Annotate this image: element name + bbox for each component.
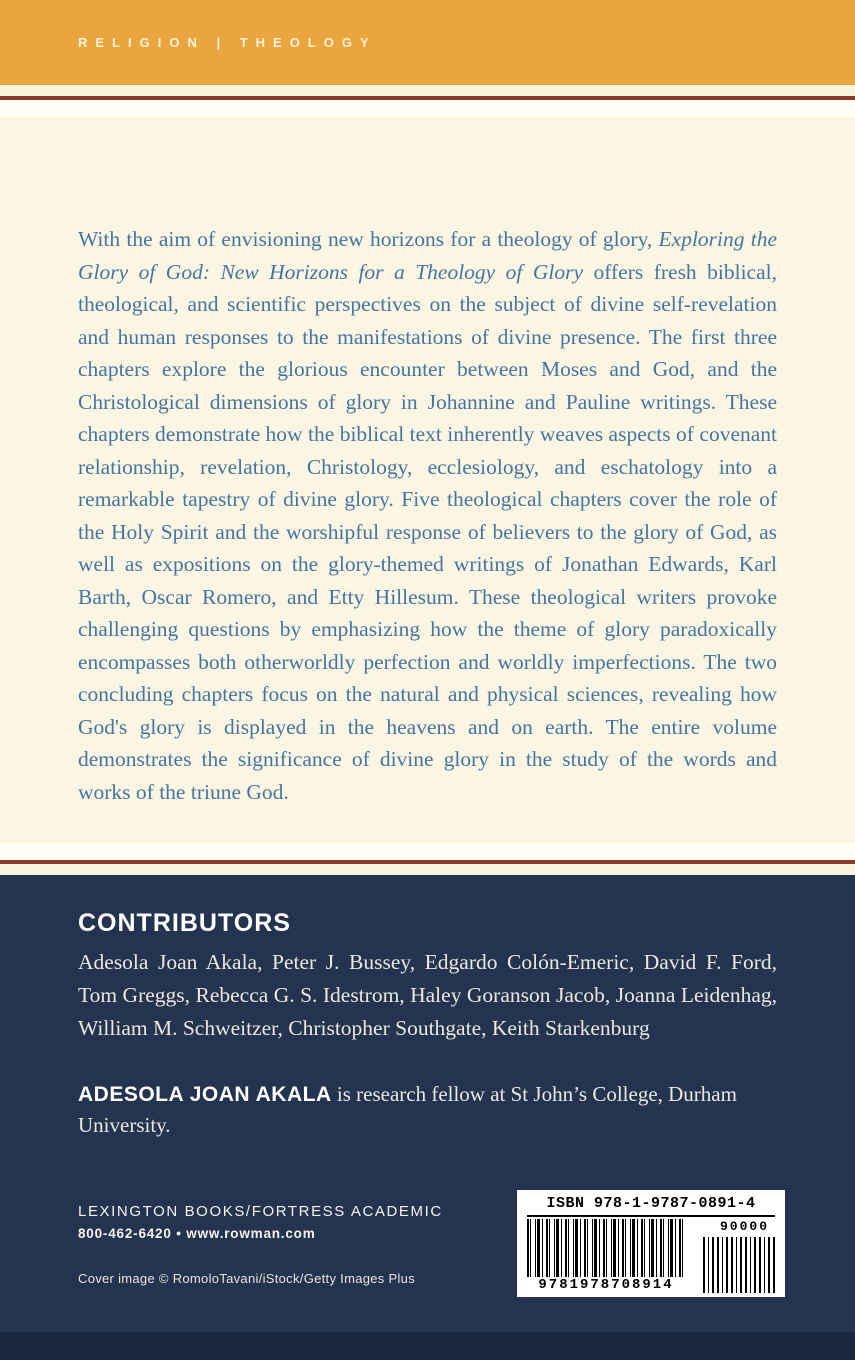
divider-top-cream (0, 85, 855, 96)
barcode-stripes (527, 1219, 685, 1277)
divider-bottom-cream (0, 864, 855, 875)
divider-bottom-white (0, 843, 855, 860)
synopsis-text (78, 223, 777, 808)
barcode-addon (703, 1219, 775, 1293)
isbn-label: ISBN 978-1-9787-0891-4 (546, 1195, 756, 1212)
barcode-bars-row (527, 1219, 775, 1293)
lower-section (0, 875, 855, 1360)
contributors-heading: CONTRIBUTORS (78, 909, 291, 937)
contributors-names: Adesola Joan Akala, Peter J. Bussey, Edgardo Colón-Emeric, David F. Ford, Tom Greggs, Rebecca G. S. Idestrom, Haley Goranson Jacob, Joanna Leidenhag, William M. Schweitzer, Christopher Southgate, Keith Starkenburg (78, 950, 777, 1040)
category-band (0, 0, 855, 85)
publisher-contact: 800-462-6420 • www.rowman.com (78, 1226, 316, 1241)
bottom-edge-strip (0, 1332, 855, 1360)
divider-top-white (0, 100, 855, 117)
barcode-main (527, 1219, 685, 1293)
publisher-name: LEXINGTON BOOKS/FORTRESS ACADEMIC (78, 1203, 443, 1220)
barcode-addon-stripes (703, 1237, 775, 1293)
publisher-block (78, 1203, 478, 1286)
editor-name: ADESOLA JOAN AKALA (78, 1083, 332, 1106)
cover-image-credit: Cover image © RomoloTavani/iStock/Getty Images Plus (78, 1271, 416, 1286)
barcode-rule (527, 1215, 775, 1217)
editor-bio (78, 1079, 777, 1140)
synopsis-body: offers fresh biblical, theological, and scientific perspectives on the subject of divine self-revelation and human responses to the manifestations of divine presence. The first three chapters explore the glorious encounter between Moses and God, and the Christological dimensions of glory in Johannine and Pauline writings. These chapters demonstrate how the biblical text inherently weaves aspects of covenant relationship, revelation, Christology, ecclesiology, and eschatology into a remarkable tapestry of divine glory. Five theological chapters cover the role of the Holy Spirit and the worshipful response of believers to the glory of God, as well as expositions on the glory-themed writings of Jonathan Edwards, Karl Barth, Oscar Romero, and Etty Hillesum. These theological writers provoke challenging questions by emphasizing how the theme of glory paradoxically encompasses both otherworldly perfection and worldly imperfections. The two concluding chapters focus on the natural and physical sciences, revealing how God's glory is displayed in the heavens and on earth. The entire volume demonstrates the significance of divine glory in the study of the words and works of the triune God. (78, 259, 777, 804)
category-label: RELIGION | THEOLOGY (78, 35, 377, 50)
editor-bio-text: is research fellow at St John’s College, Durham University. (78, 1082, 737, 1137)
synopsis-section (0, 117, 855, 843)
isbn-barcode (517, 1190, 785, 1297)
synopsis-lead: With the aim of envisioning new horizons for a theology of glory, (78, 227, 659, 251)
barcode-addon-number: 90000 (719, 1219, 769, 1234)
barcode-number: 9781978708914 (538, 1277, 674, 1293)
book-title-italic: Exploring the Glory of God: New Horizons for a Theology of Glory (78, 227, 777, 284)
